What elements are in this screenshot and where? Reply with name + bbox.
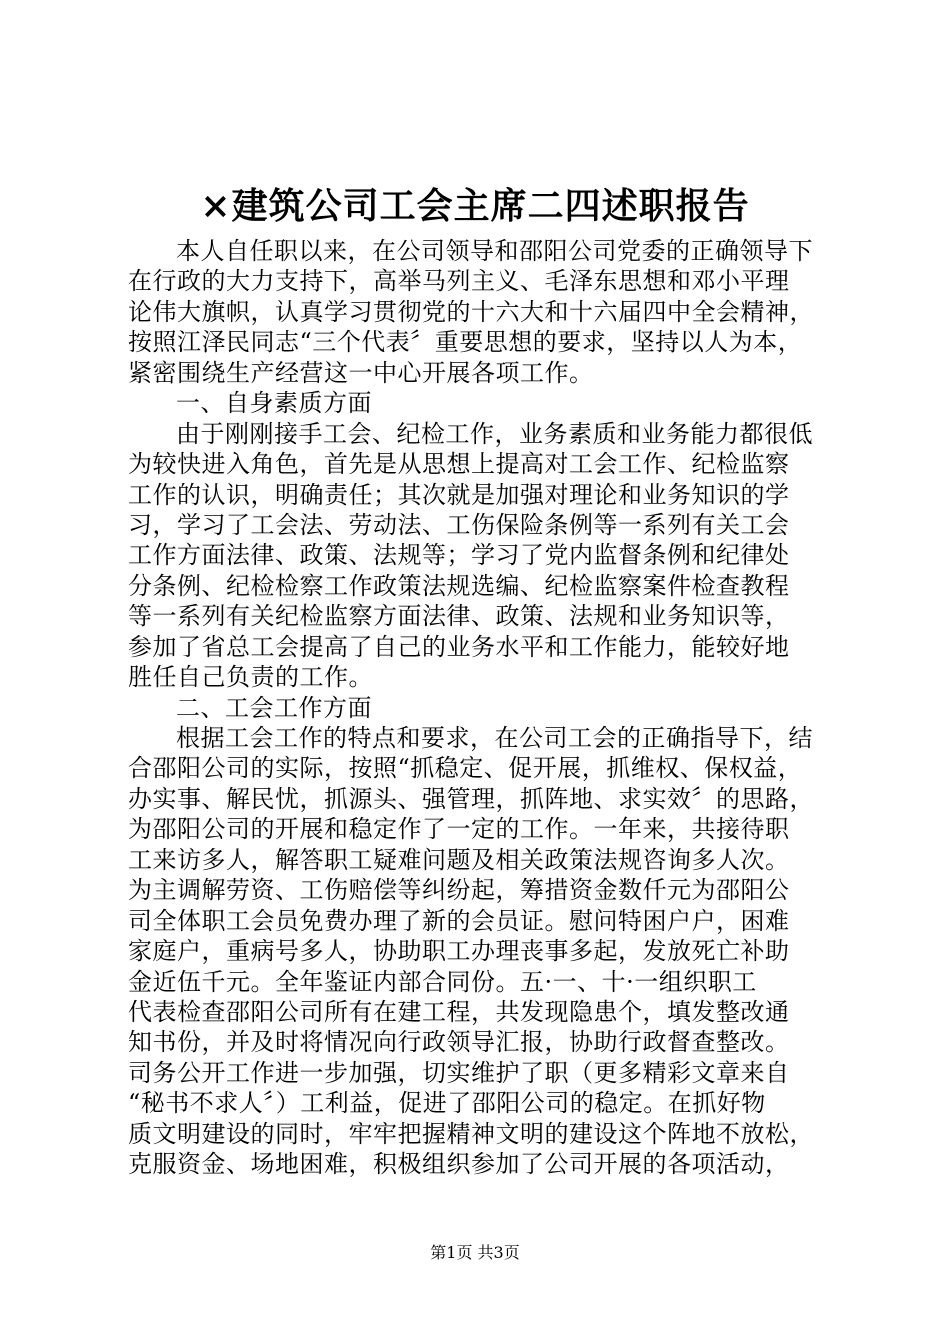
- text-line: 合邵阳公司的实际，按照“抓稳定、促开展，抓维权、保权益，: [128, 754, 803, 783]
- text-line: 办实事、解民忧，抓源头、强管理，抓阵地、求实效〞的思路，: [128, 784, 814, 813]
- text-line: 本人自任职以来，在公司领导和邵阳公司党委的正确领导下: [176, 237, 813, 265]
- text-line: 参加了省总工会提高了自己的业务水平和工作能力，能较好地: [128, 632, 790, 661]
- text-line: 习，学习了工会法、劳动法、工伤保险条例等一系列有关工会: [128, 510, 790, 539]
- text-line: 论伟大旗帜，认真学习贯彻党的十六大和十六届四中全会精神，: [128, 297, 814, 326]
- text-line: 金近伍千元。全年鉴证内部合同份。五·一、十·一组织职工: [128, 967, 757, 996]
- text-line: 分条例、纪检检察工作政策法规选编、纪检监察案件检查教程: [128, 571, 790, 600]
- text-line: “秘书不求人〞）工利益，促进了邵阳公司的稳定。在抓好物: [128, 1089, 766, 1118]
- text-line: 为邵阳公司的开展和稳定作了一定的工作。一年来，共接待职: [128, 815, 790, 844]
- document-body: [128, 236, 834, 1180]
- text-line: 质文明建设的同时，牢牢把握精神文明的建设这个阵地不放松，: [128, 1119, 814, 1148]
- document-title: ×建筑公司工会主席二四述职报告: [200, 185, 750, 227]
- text-line: 一、自身素质方面: [176, 389, 372, 418]
- text-line: 胜任自己负责的工作。: [128, 663, 373, 692]
- text-line: 紧密围绕生产经营这一中心开展各项工作。: [128, 358, 594, 387]
- text-line: 工来访多人，解答职工疑难问题及相关政策法规咨询多人次。: [128, 845, 790, 874]
- text-line: 司务公开工作进一步加强，切实维护了职（更多精彩文章来自: [128, 1058, 790, 1087]
- page-footer: 第1页 共3页: [430, 1243, 520, 1262]
- text-line: 为主调解劳资、工伤赔偿等纠纷起，筹措资金数仟元为邵阳公: [128, 876, 790, 905]
- text-line: 家庭户，重病号多人，协助职工办理丧事多起，发放死亡补助: [128, 937, 790, 966]
- text-line: 工作的认识，明确责任；其次就是加强对理论和业务知识的学: [128, 480, 790, 509]
- text-line: 在行政的大力支持下，高举马列主义、毛泽东思想和邓小平理: [128, 267, 790, 296]
- text-line: 工作方面法律、政策、法规等；学习了党内监督条例和纪律处: [128, 541, 790, 570]
- text-line: 为较快进入角色，首先是从思想上提高对工会工作、纪检监察: [128, 450, 790, 479]
- text-line: 知书份，并及时将情况向行政领导汇报，协助行政督查整改。: [128, 1028, 790, 1057]
- text-line: 由于刚刚接手工会、纪检工作，业务素质和业务能力都很低: [176, 419, 813, 448]
- text-line: 按照江泽民同志“三个代表〞重要思想的要求，坚持以人为本，: [128, 328, 803, 357]
- text-line: 等一系列有关纪检监察方面法律、政策、法规和业务知识等，: [128, 602, 790, 631]
- text-line: 代表检查邵阳公司所有在建工程，共发现隐患个，填发整改通: [128, 997, 790, 1026]
- text-line: 二、工会工作方面: [176, 693, 372, 722]
- text-line: 根据工会工作的特点和要求，在公司工会的正确指导下，结: [176, 724, 813, 752]
- text-line: 司全体职工会员免费办理了新的会员证。慰问特困户户，困难: [128, 906, 790, 935]
- text-line: 克服资金、场地困难，积极组织参加了公司开展的各项活动，: [128, 1150, 790, 1179]
